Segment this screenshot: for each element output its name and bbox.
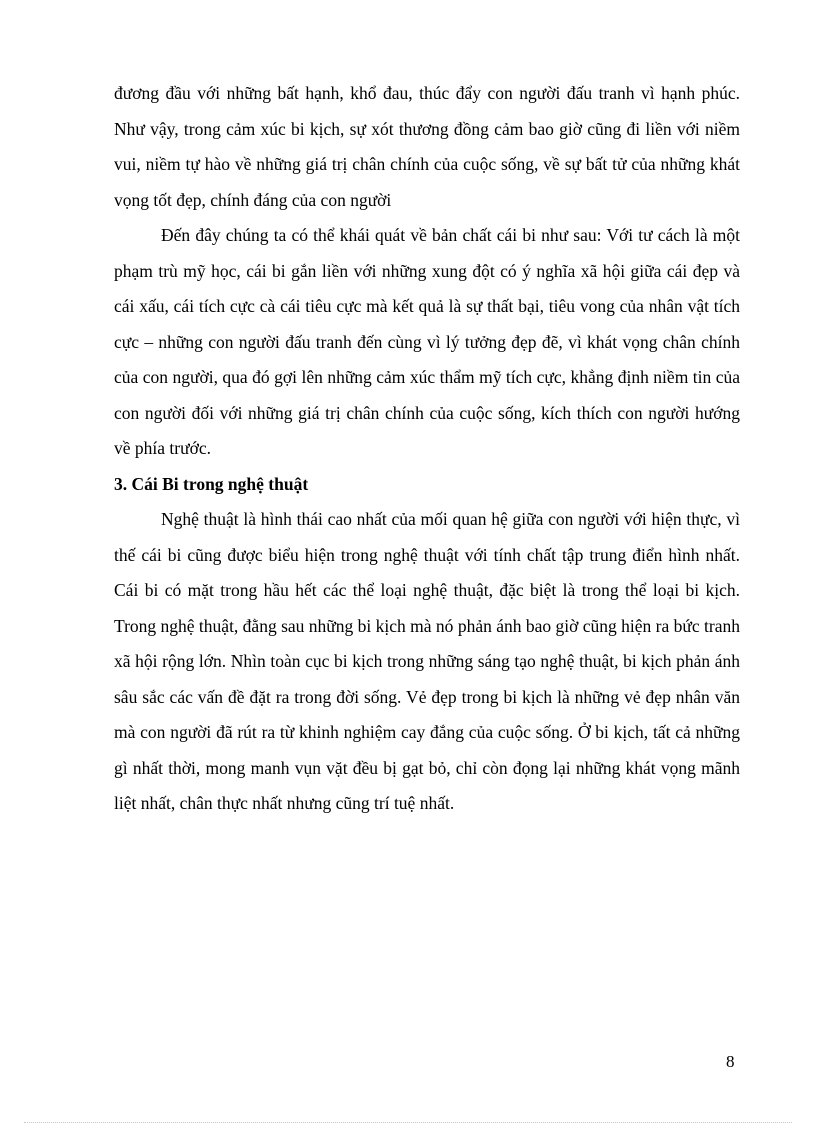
paragraph-continuation: đương đầu với những bất hạnh, khổ đau, thúc đẩy con người đấu tranh vì hạnh phúc. Như vậy, trong cảm xúc bi kịch, sự xót thương đồng cảm bao giờ cũng đi liền với niềm vui, niềm tự hào về những giá trị chân chính của cuộc sống, về sự bất tử của những khát vọng tốt đẹp, chính đáng của con người: [114, 83, 740, 210]
page-number: 8: [726, 1052, 735, 1071]
page-body: [114, 76, 740, 822]
paragraph-tragic-in-art: Nghệ thuật là hình thái cao nhất của mối quan hệ giữa con người với hiện thực, vì thế cái bi cũng được biểu hiện trong nghệ thuật với tính chất tập trung điển hình nhất. Cái bi có mặt trong hầu hết các thể loại nghệ thuật, đặc biệt là trong thể loại bi kịch. Trong nghệ thuật, đằng sau những bi kịch mà nó phản ánh bao giờ cũng hiện ra bức tranh xã hội rộng lớn. Nhìn toàn cục bi kịch trong những sáng tạo nghệ thuật, bi kịch phản ánh sâu sắc các vấn đề đặt ra trong đời sống. Vẻ đẹp trong bi kịch là những vẻ đẹp nhân văn mà con người đã rút ra từ khinh nghiệm cay đắng của cuộc sống. Ở bi kịch, tất cả những gì nhất thời, mong manh vụn vặt đều bị gạt bỏ, chỉ còn đọng lại những khát vọng mãnh liệt nhất, chân thực nhất nhưng cũng trí tuệ nhất.: [114, 509, 740, 813]
paragraph-essence-of-tragic: Đến đây chúng ta có thể khái quát về bản chất cái bi như sau: Với tư cách là một phạm trù mỹ học, cái bi gắn liền với những xung đột có ý nghĩa xã hội giữa cái đẹp và cái xấu, cái tích cực cà cái tiêu cực mà kết quả là sự thất bại, tiêu vong của nhân vật tích cực – những con người đấu tranh đến cùng vì lý tưởng đẹp đẽ, vì khát vọng chân chính của con người, qua đó gợi lên những cảm xúc thẩm mỹ tích cực, khẳng định niềm tin của con người đối với những giá trị chân chính của cuộc sống, kích thích con người hướng về phía trước.: [114, 225, 740, 458]
section-heading: 3. Cái Bi trong nghệ thuật: [114, 473, 309, 494]
